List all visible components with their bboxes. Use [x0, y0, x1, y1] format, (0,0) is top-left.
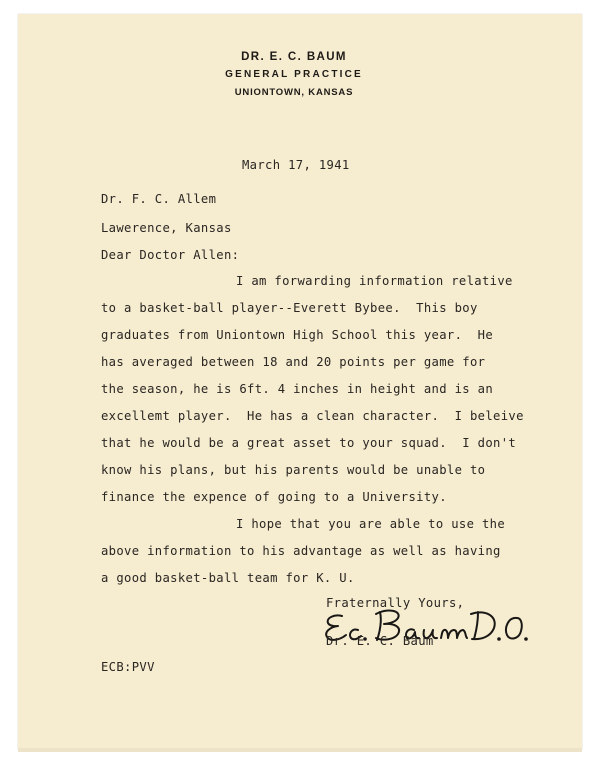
recipient-address: Lawerence, Kansas [101, 221, 232, 235]
body-line: the season, he is 6ft. 4 inches in height and is an [101, 382, 494, 396]
body-line: finance the expence of going to a University. [101, 490, 447, 504]
body-line: graduates from Uniontown High School this year. He [101, 328, 494, 342]
body-line: to a basket-ball player--Everett Bybee. This boy [101, 301, 478, 315]
sheet-edge [18, 748, 582, 752]
body-line: excellemt player. He has a clean character. I beleive [101, 409, 524, 423]
letterhead-name: DR. E. C. BAUM [241, 51, 347, 63]
body-line: I hope that you are able to use the [236, 517, 506, 531]
letterhead-practice: GENERAL PRACTICE [225, 69, 363, 80]
typed-signature: Dr. E. C. Baum [326, 634, 434, 648]
recipient-name: Dr. F. C. Allem [101, 192, 217, 206]
body-line: I am forwarding information relative [236, 274, 513, 288]
reference-initials: ECB:PVV [101, 660, 155, 674]
body-line: has averaged between 18 and 20 points per game for [101, 355, 486, 369]
closing: Fraternally Yours, [326, 596, 465, 610]
letterhead-location: UNIONTOWN, KANSAS [234, 87, 354, 98]
body-line: above information to his advantage as well as having [101, 544, 501, 558]
body-line: know his plans, but his parents would be unable to [101, 463, 486, 477]
letter-date: March 17, 1941 [242, 158, 350, 172]
body-line: that he would be a great asset to your squad. I don't [101, 436, 517, 450]
salutation: Dear Doctor Allen: [101, 248, 240, 262]
body-line: a good basket-ball team for K. U. [101, 571, 355, 585]
